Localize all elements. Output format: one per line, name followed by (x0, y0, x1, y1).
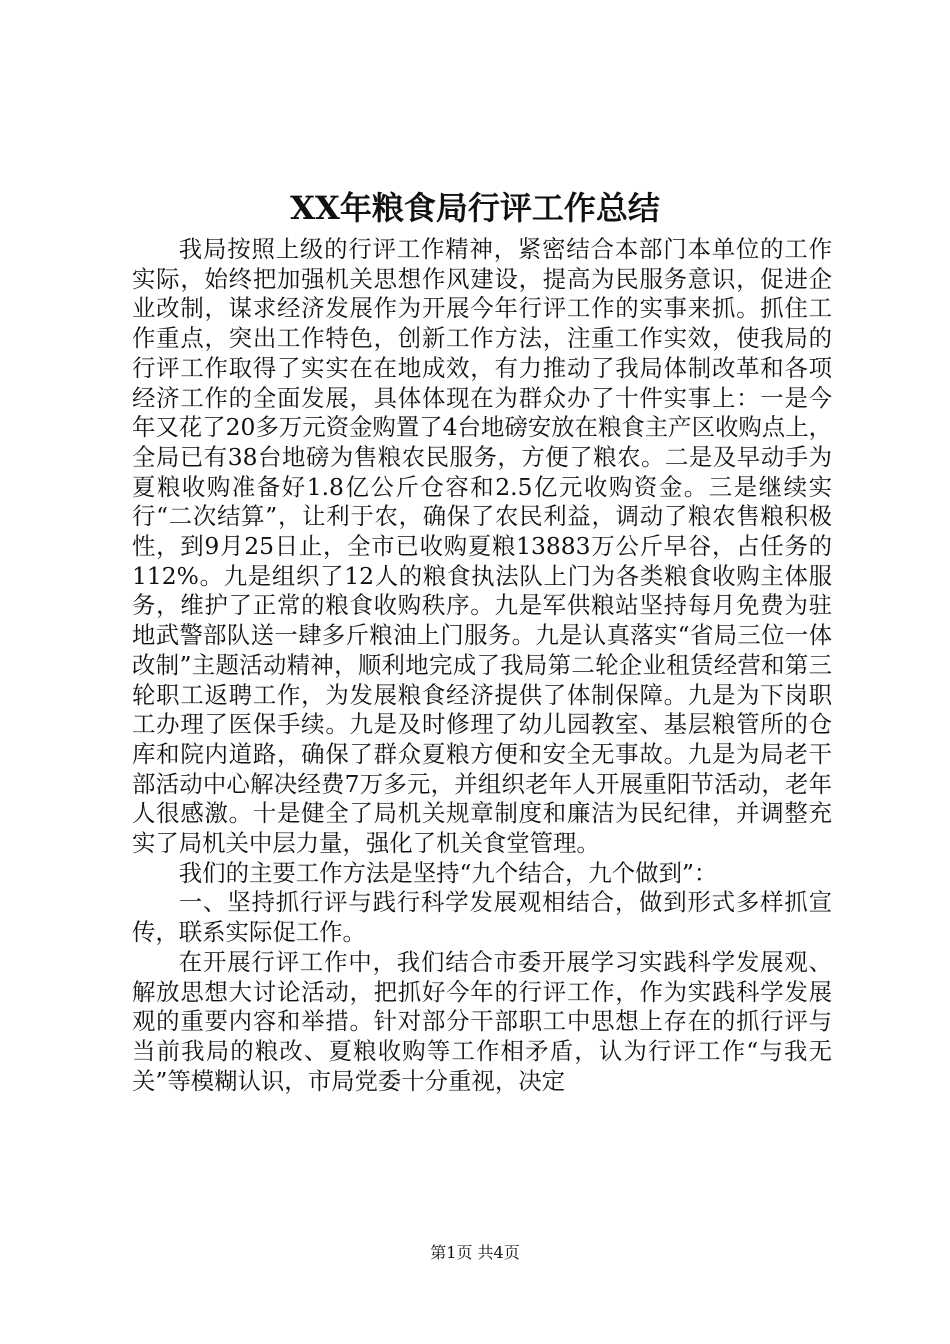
paragraph-intro: 我局按照上级的行评工作精神，紧密结合本部门本单位的工作实际，始终把加强机关思想作风建设，提高为民服务意识，促进企业改制，谋求经济发展作为开展今年行评工作的实事来抓。抓住工作重点，突出工作特色，创新工作方法，注重工作实效，使我局的行评工作取得了实实在在地成效，有力推动了我局体制改革和各项经济工作的全面发展，具体体现在为群众办了十件实事上：一是今年又花了20多万元资金购置了4台地磅安放在粮食主产区收购点上，全局已有38台地磅为售粮农民服务，方便了粮农。二是及早动手为夏粮收购准备好1.8亿公斤仓容和2.5亿元收购资金。三是继续实行“二次结算”，让利于农，确保了农民利益，调动了粮农售粮积极性，到9月25日止，全市已收购夏粮13883万公斤早谷，占任务的112%。九是组织了12人的粮食执法队上门为各类粮食收购主体服务，维护了正常的粮食收购秩序。九是军供粮站坚持每月免费为驻地武警部队送一肆多斤粮油上门服务。九是认真落实“省局三位一体改制”主题活动精神，顺利地完成了我局第二轮企业租赁经营和第三轮职工返聘工作，为发展粮食经济提供了体制保障。九是为下岗职工办理了医保手续。九是及时修理了幼儿园教室、基层粮管所的仓库和院内道路，确保了群众夏粮方便和安全无事故。九是为局老干部活动中心解决经费7万多元，并组织老年人开展重阳节活动，老年人很感激。十是健全了局机关规章制度和廉洁为民纪律，并调整充实了局机关中层力量，强化了机关食堂管理。 (132, 235, 832, 858)
document-body (132, 235, 832, 1096)
paragraph-methods-lead: 我们的主要工作方法是坚持“九个结合，九个做到”： (178, 858, 718, 887)
paragraph-method-one: 一、坚持抓行评与践行科学发展观相结合，做到形式多样抓宣传，联系实际促工作。 (132, 888, 832, 947)
page-footer: 第1页 共4页 (430, 1243, 520, 1262)
document-title: XX年粮食局行评工作总结 (290, 189, 660, 227)
paragraph-method-one-detail: 在开展行评工作中，我们结合市委开展学习实践科学发展观、解放思想大讨论活动，把抓好今年的行评工作，作为实践科学发展观的重要内容和举措。针对部分干部职工中思想上存在的抓行评与当前我局的粮改、夏粮收购等工作相矛盾，认为行评工作“与我无关”等模糊认识，市局党委十分重视，决定 (132, 947, 832, 1095)
